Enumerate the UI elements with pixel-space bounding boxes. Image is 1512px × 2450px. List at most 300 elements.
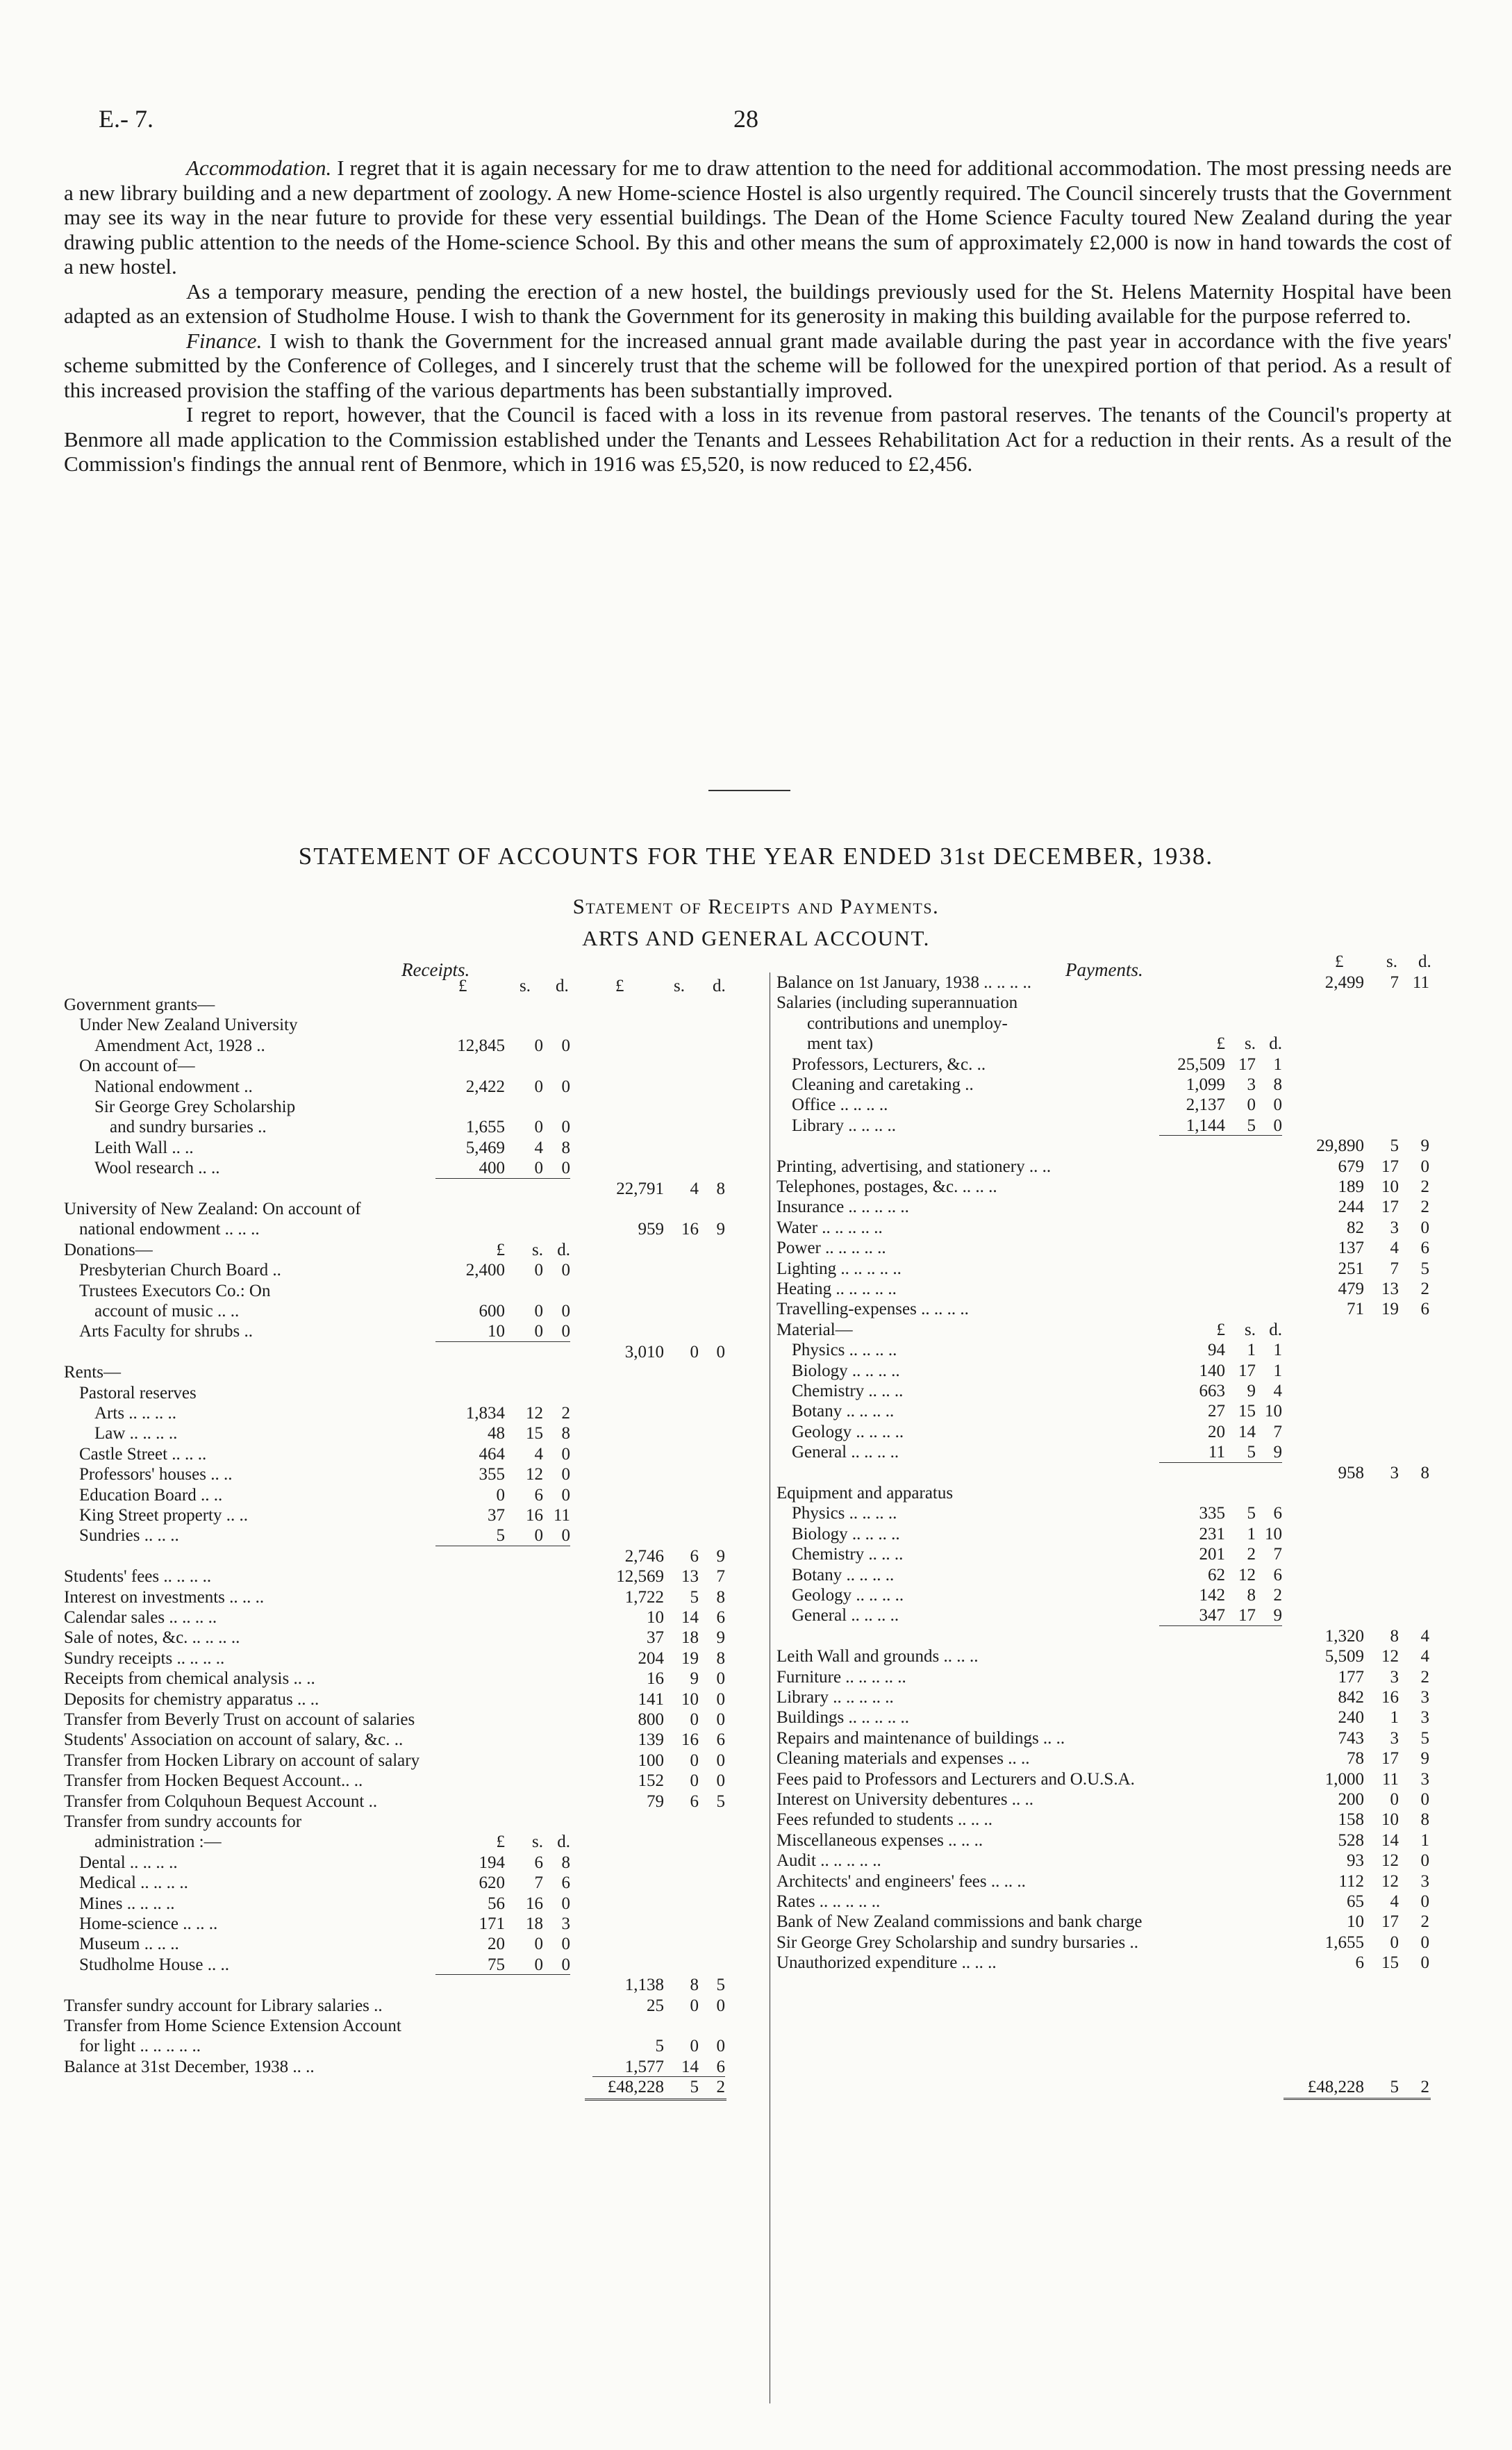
payment-inner-shillings: 9 (1247, 1382, 1256, 1400)
receipt-inner-pence: 0 (561, 1302, 570, 1321)
payment-amount-pence: 0 (1420, 1932, 1429, 1952)
payment-row (776, 1830, 1443, 1851)
payment-amount-pounds: 137 (1338, 1239, 1364, 1258)
receipt-amount-pence: 6 (716, 1608, 725, 1627)
receipt-amount-pence: 9 (716, 1220, 725, 1239)
receipt-inner-pounds: 48 (488, 1424, 505, 1443)
receipt-amount-pounds: 5 (655, 2037, 664, 2056)
receipt-amount-shillings: 0 (690, 1750, 699, 1770)
receipt-inner-shillings: 7 (534, 1873, 543, 1893)
receipt-inner-pounds: 20 (488, 1935, 505, 1954)
receipt-amount-pence: 9 (716, 1546, 725, 1566)
payment-label: Botany .. .. .. .. (792, 1402, 895, 1421)
receipt-inner-pence: 0 (561, 1955, 570, 1974)
payment-label: Architects' and engineers' fees .. .. .. (776, 1871, 1026, 1891)
payment-amount-pence: 0 (1420, 1790, 1429, 1809)
payment-amount-shillings: 3 (1390, 1463, 1399, 1482)
payment-label: Furniture .. .. .. .. .. (776, 1667, 906, 1687)
receipt-inner-shillings: 0 (534, 1261, 543, 1280)
receipt-label: Sale of notes, &c. .. .. .. .. (64, 1628, 240, 1648)
payment-amount-pounds: 71 (1347, 1300, 1364, 1319)
receipt-amount-pence: 5 (716, 1976, 725, 1995)
payment-amount-pounds: 93 (1347, 1851, 1364, 1871)
payment-amount-pounds: 240 (1338, 1708, 1364, 1728)
accommodation-lead: Accommodation. (186, 156, 332, 180)
receipt-row (64, 1669, 758, 1689)
payment-row (776, 1728, 1443, 1749)
payment-row (776, 1789, 1443, 1810)
payment-label: Miscellaneous expenses .. .. .. (776, 1830, 983, 1850)
receipt-amount-pounds: 16 (647, 1669, 664, 1689)
payment-label: Audit .. .. .. .. .. (776, 1851, 881, 1871)
receipt-label: Leith Wall .. .. (94, 1138, 194, 1157)
payment-amount-pounds: 78 (1347, 1749, 1364, 1769)
payment-row (776, 1687, 1443, 1708)
payment-row (776, 1565, 1443, 1586)
receipt-row (64, 1607, 758, 1628)
receipt-inner-pounds: 56 (488, 1894, 505, 1913)
payment-label: Telephones, postages, &c. .. .. .. (776, 1177, 997, 1196)
receipt-label: Castle Street .. .. .. (79, 1444, 207, 1464)
payment-inner-shillings: 17 (1238, 1606, 1256, 1625)
receipt-inner-pounds: 2,400 (465, 1261, 505, 1280)
payment-amount-pence: 9 (1420, 1749, 1429, 1769)
payment-amount-shillings: 12 (1381, 1871, 1399, 1891)
paragraph-pastoral: I regret to report, however, that the Council is faced with a loss in its revenue from pastoral reserves. The tenants of the Council's property at Benmore all made application to the Commission established under the Tenants and Lessees Rehabilitation Act for a reduction in their rents. As a result of the Commission's findings the annual rent of Benmore, which in 1916 was £5,520, is now reduced to £2,456. (64, 402, 1452, 476)
receipt-inner-pounds: £ (496, 1832, 505, 1852)
payment-inner-shillings: 14 (1238, 1422, 1256, 1441)
payment-amount-pence: 3 (1420, 1688, 1429, 1707)
payment-label: Geology .. .. .. .. (792, 1422, 904, 1441)
receipt-inner-pence: 6 (561, 1873, 570, 1893)
payment-inner-pence: 0 (1273, 1116, 1282, 1135)
receipt-amount-shillings: 14 (681, 1608, 699, 1627)
receipt-row (64, 1158, 758, 1179)
receipt-amount-pence: 0 (716, 1996, 725, 2015)
receipt-label: Transfer from Colquhoun Bequest Account .. (64, 1791, 378, 1811)
receipt-label: Deposits for chemistry apparatus .. .. (64, 1689, 319, 1709)
payment-row (776, 1381, 1443, 1402)
payment-inner-pounds: 201 (1199, 1545, 1225, 1564)
receipt-amount-pounds: 2,746 (624, 1546, 664, 1566)
payment-row (776, 1299, 1443, 1320)
payment-row (776, 1707, 1443, 1728)
payment-label: Interest on University debentures .. .. (776, 1790, 1034, 1809)
receipt-amount-shillings: 8 (690, 1976, 699, 1995)
receipt-label: Professors' houses .. .. (79, 1465, 233, 1484)
payment-inner-shillings: 1 (1247, 1524, 1256, 1543)
receipt-amount-shillings: 0 (690, 2037, 699, 2056)
payment-label: General .. .. .. .. (792, 1606, 899, 1625)
payment-inner-shillings: s. (1245, 1034, 1256, 1054)
payment-amount-pounds: 65 (1347, 1892, 1364, 1911)
receipt-inner-pounds: 600 (479, 1302, 505, 1321)
payments-total-pounds: £48,228 (1307, 2078, 1364, 2097)
receipt-amount-pence: 0 (716, 2037, 725, 2056)
payment-label: Leith Wall and grounds .. .. .. (776, 1647, 979, 1666)
payment-inner-pence: d. (1269, 1320, 1282, 1339)
receipt-label: Wool research .. .. (94, 1159, 220, 1178)
receipts-outer-pence-header: d. (713, 977, 726, 995)
payment-amount-pence: 2 (1420, 1667, 1429, 1687)
receipt-inner-pence: 0 (561, 1935, 570, 1954)
receipt-label: Calendar sales .. .. .. .. (64, 1608, 217, 1627)
receipt-row (64, 1138, 758, 1159)
payment-label: Physics .. .. .. .. (792, 1504, 897, 1523)
payment-inner-shillings: 17 (1238, 1054, 1256, 1074)
payment-inner-shillings: 5 (1247, 1504, 1256, 1523)
receipt-row (64, 1525, 758, 1546)
receipt-amount-pounds: 100 (638, 1750, 664, 1770)
receipt-row (64, 1566, 758, 1587)
receipt-amount-pence: 0 (716, 1771, 725, 1791)
receipt-row (64, 1077, 758, 1098)
payment-row (776, 1442, 1443, 1463)
receipt-row (64, 1015, 758, 1036)
payment-row (776, 1279, 1443, 1300)
receipt-inner-pounds: 171 (479, 1914, 505, 1933)
payment-inner-shillings: 17 (1238, 1361, 1256, 1380)
payment-row (776, 1667, 1443, 1688)
receipt-inner-shillings: 0 (534, 1077, 543, 1096)
receipt-label: Donations— (64, 1240, 153, 1259)
receipt-amount-shillings: 0 (690, 1342, 699, 1361)
payment-inner-pounds: 1,144 (1186, 1116, 1225, 1135)
payments-total-rule (1283, 2098, 1431, 2100)
receipt-row (64, 1628, 758, 1648)
payment-inner-pounds: 20 (1208, 1422, 1225, 1441)
receipt-inner-pence: d. (557, 1240, 570, 1259)
receipt-row (64, 2016, 758, 2037)
receipt-amount-pence: 8 (716, 1179, 725, 1198)
receipt-inner-shillings: 18 (526, 1914, 543, 1933)
receipt-label: Law .. .. .. .. (94, 1424, 178, 1443)
payment-label: Library .. .. .. .. (792, 1116, 896, 1135)
receipt-amount-pence: 6 (716, 2057, 725, 2076)
receipt-amount-pounds: 1,722 (624, 1587, 664, 1607)
payment-row (776, 1626, 1443, 1647)
receipt-amount-pence: 0 (716, 1750, 725, 1770)
payment-inner-pence: 1 (1273, 1361, 1282, 1380)
receipt-row (64, 1260, 758, 1281)
receipt-inner-pounds: 2,422 (465, 1077, 505, 1096)
receipt-amount-pounds: 12,569 (616, 1567, 664, 1587)
receipt-row (64, 2036, 758, 2057)
receipt-row (64, 1955, 758, 1976)
receipt-amount-pence: 8 (716, 1587, 725, 1607)
payment-amount-pence: 0 (1420, 1851, 1429, 1871)
payment-label: Cleaning materials and expenses .. .. (776, 1749, 1030, 1769)
payment-inner-shillings: 1 (1247, 1341, 1256, 1360)
receipt-amount-pounds: 139 (638, 1730, 664, 1750)
payment-amount-pounds: 200 (1338, 1790, 1364, 1809)
paragraph-finance (64, 329, 1452, 403)
payment-amount-pounds: 958 (1338, 1463, 1364, 1482)
receipt-row (64, 2077, 758, 2098)
receipt-inner-shillings: 12 (526, 1404, 543, 1423)
payment-inner-shillings: 8 (1247, 1586, 1256, 1605)
payment-amount-shillings: 8 (1390, 1626, 1399, 1646)
receipt-row (64, 1853, 758, 1873)
receipt-inner-shillings: 0 (534, 1935, 543, 1954)
payment-inner-pounds: 1,099 (1186, 1075, 1225, 1094)
receipt-amount-pence: 0 (716, 1669, 725, 1689)
payment-row (776, 1871, 1443, 1892)
receipt-label: Transfer sundry account for Library salaries .. (64, 1996, 383, 2015)
document-reference: E.- 7. (99, 105, 153, 133)
payment-amount-shillings: 12 (1381, 1647, 1399, 1666)
payment-amount-shillings: 19 (1381, 1300, 1399, 1319)
payment-row (776, 1953, 1443, 1973)
payment-amount-shillings: 7 (1390, 1259, 1399, 1278)
payment-inner-pence: 9 (1273, 1443, 1282, 1462)
payment-amount-shillings: 4 (1390, 1239, 1399, 1258)
receipt-label: King Street property .. .. (79, 1506, 249, 1525)
finance-lead: Finance. (186, 328, 263, 353)
receipt-amount-shillings: 16 (681, 1730, 699, 1750)
receipt-amount-shillings: 5 (690, 1587, 699, 1607)
payment-amount-shillings: 4 (1390, 1892, 1399, 1911)
payment-amount-pence: 6 (1420, 1239, 1429, 1258)
payment-inner-pounds: 663 (1199, 1382, 1225, 1400)
payments-pence-header: d. (1418, 952, 1431, 971)
receipt-amount-shillings: 14 (681, 2057, 699, 2076)
receipt-label: Transfer from Hocken Bequest Account.. .. (64, 1771, 363, 1791)
payment-amount-shillings: 3 (1390, 1218, 1399, 1237)
payment-row (776, 1320, 1443, 1341)
receipt-inner-shillings: 0 (534, 1322, 543, 1341)
receipt-inner-pence: 2 (561, 1404, 570, 1423)
receipt-inner-pence: 0 (561, 1322, 570, 1341)
payment-inner-pence: 7 (1273, 1422, 1282, 1441)
receipt-amount-pounds: 1,577 (624, 2057, 664, 2076)
receipt-inner-shillings: s. (532, 1240, 543, 1259)
receipt-row (64, 1179, 758, 1200)
receipt-inner-pounds: 464 (479, 1444, 505, 1464)
payment-amount-pounds: 251 (1338, 1259, 1364, 1278)
receipt-row (64, 1812, 758, 1832)
payment-amount-pence: 8 (1420, 1463, 1429, 1482)
payment-row (776, 972, 1443, 993)
receipt-inner-shillings: 0 (534, 1526, 543, 1546)
payment-amount-pence: 1 (1420, 1830, 1429, 1850)
payment-amount-shillings: 15 (1381, 1953, 1399, 1973)
payment-label: Chemistry .. .. .. (792, 1545, 904, 1564)
receipt-inner-pounds: 5,469 (465, 1138, 505, 1157)
payment-amount-shillings: 17 (1381, 1198, 1399, 1217)
payment-inner-pence: 1 (1273, 1054, 1282, 1074)
payment-row (776, 1605, 1443, 1626)
receipt-row (64, 1730, 758, 1750)
receipt-amount-pence: 0 (716, 1689, 725, 1709)
payment-amount-pounds: 679 (1338, 1157, 1364, 1176)
receipt-inner-pounds: 37 (488, 1506, 505, 1525)
payment-row (776, 1463, 1443, 1484)
payment-amount-pence: 6 (1420, 1300, 1429, 1319)
payment-row (776, 1034, 1443, 1054)
receipt-inner-shillings: s. (532, 1832, 543, 1852)
payment-amount-pence: 0 (1420, 1953, 1429, 1973)
payment-inner-pence: 7 (1273, 1545, 1282, 1564)
payment-label: Repairs and maintenance of buildings .. .. (776, 1728, 1065, 1748)
payment-row (776, 1585, 1443, 1606)
payment-amount-pence: 11 (1412, 973, 1429, 992)
payment-amount-pounds: 29,890 (1316, 1136, 1364, 1156)
statement-title: STATEMENT OF ACCOUNTS FOR THE YEAR ENDED 31st DECEMBER, 1938. (298, 843, 1214, 870)
receipt-inner-pence: 8 (561, 1138, 570, 1157)
receipt-label: Receipts from chemical analysis .. .. (64, 1669, 315, 1689)
payment-amount-pounds: 244 (1338, 1198, 1364, 1217)
payment-inner-shillings: 5 (1247, 1116, 1256, 1135)
payment-inner-pence: 6 (1273, 1565, 1282, 1584)
payment-label: Heating .. .. .. .. .. (776, 1280, 897, 1298)
payment-amount-shillings: 0 (1390, 1790, 1399, 1809)
payment-row (776, 1136, 1443, 1157)
receipt-row (64, 1321, 758, 1342)
receipt-label: Education Board .. .. (79, 1485, 223, 1505)
statement-subtitle: Statement of Receipts and Payments. (572, 894, 940, 918)
receipt-label: Sundry receipts .. .. .. .. (64, 1648, 225, 1668)
receipt-label: Interest on investments .. .. .. (64, 1587, 265, 1607)
receipt-row (64, 2057, 758, 2078)
receipt-label: Rents— (64, 1363, 121, 1382)
receipt-row (64, 1219, 758, 1240)
payment-label: Salaries (including superannuation (776, 993, 1018, 1013)
receipt-inner-pence: 0 (561, 1444, 570, 1464)
receipt-label: Mines .. .. .. .. (79, 1894, 175, 1913)
receipt-inner-shillings: 0 (534, 1036, 543, 1055)
receipt-inner-pence: 0 (561, 1077, 570, 1096)
receipt-inner-pence: 0 (561, 1036, 570, 1055)
receipts-inner-pence-header: d. (556, 977, 569, 995)
payment-amount-pence: 2 (1420, 1198, 1429, 1217)
receipt-inner-pounds: 0 (496, 1485, 505, 1505)
receipt-row (64, 1832, 758, 1853)
payment-row (776, 993, 1443, 1013)
receipt-amount-shillings: 9 (690, 1669, 699, 1689)
receipt-inner-shillings: 4 (534, 1138, 543, 1157)
payments-heading: Payments. (1065, 959, 1143, 980)
receipt-row (64, 1199, 758, 1220)
payment-amount-shillings: 10 (1381, 1177, 1399, 1196)
payment-amount-pounds: 479 (1338, 1280, 1364, 1298)
payment-label: Physics .. .. .. .. (792, 1341, 897, 1360)
receipt-label: Transfer from Beverly Trust on account of salaries (64, 1710, 415, 1729)
payment-inner-pounds: 27 (1208, 1402, 1225, 1421)
receipt-inner-pounds: £ (496, 1240, 505, 1259)
payment-amount-pounds: 2,499 (1324, 973, 1364, 992)
receipt-amount-pounds: 79 (647, 1791, 664, 1811)
receipt-inner-shillings: 16 (526, 1894, 543, 1913)
receipt-row (64, 1362, 758, 1383)
receipt-amount-shillings: 13 (681, 1567, 699, 1587)
receipt-amount-shillings: 19 (681, 1648, 699, 1668)
payment-row (776, 1054, 1443, 1075)
payment-label: Bank of New Zealand commissions and bank charge (776, 1912, 1143, 1932)
receipt-inner-pounds: 620 (479, 1873, 505, 1893)
receipt-row (64, 1587, 758, 1608)
payment-amount-pence: 0 (1420, 1218, 1429, 1237)
payment-amount-pence: 3 (1420, 1708, 1429, 1728)
payment-inner-shillings: 2 (1247, 1545, 1256, 1564)
payment-label: Biology .. .. .. .. (792, 1524, 900, 1543)
payment-inner-pence: 0 (1273, 1095, 1282, 1115)
receipt-row (64, 995, 758, 1016)
payment-row (776, 1503, 1443, 1524)
payment-row (776, 1912, 1443, 1932)
payment-row (776, 1361, 1443, 1382)
payment-inner-shillings: 3 (1247, 1075, 1256, 1094)
receipt-row (64, 1485, 758, 1506)
receipt-inner-pounds: 400 (479, 1159, 505, 1178)
receipt-inner-shillings: 0 (534, 1159, 543, 1178)
payment-inner-pounds: 62 (1208, 1565, 1225, 1584)
receipt-amount-shillings: 10 (681, 1689, 699, 1709)
receipt-row (64, 1036, 758, 1057)
receipt-label: Amendment Act, 1928 .. (94, 1036, 265, 1055)
receipt-label: On account of— (79, 1057, 195, 1076)
payment-amount-shillings: 11 (1381, 1769, 1399, 1789)
payment-inner-pence: 4 (1273, 1382, 1282, 1400)
receipt-inner-pence: d. (557, 1832, 570, 1852)
payment-inner-pence: 1 (1273, 1341, 1282, 1360)
payment-amount-pence: 0 (1420, 1157, 1429, 1176)
receipt-label: Arts Faculty for shrubs .. (79, 1322, 253, 1341)
payment-inner-pounds: 335 (1199, 1504, 1225, 1523)
finance-text: I wish to thank the Government for the increased annual grant made available during the past year in accordance with the five years' scheme submitted by the Conference of Colleges, and I sincerely trust that the scheme will be followed for the unexpired portion of that period. As a result of this increased provision the staffing of the various departments has been substantially improved. (64, 328, 1452, 402)
receipt-amount-pounds: 204 (638, 1648, 664, 1668)
payment-inner-pence: 10 (1265, 1402, 1282, 1421)
payment-row (776, 1851, 1443, 1871)
receipt-inner-pounds: 355 (479, 1465, 505, 1484)
receipt-amount-pounds: 37 (647, 1628, 664, 1648)
payment-amount-pounds: 10 (1347, 1912, 1364, 1932)
receipt-row (64, 1771, 758, 1791)
intro-text (64, 156, 1452, 477)
receipt-amount-pence: 9 (716, 1628, 725, 1648)
payment-amount-shillings: 10 (1381, 1810, 1399, 1830)
payment-inner-pence: 6 (1273, 1504, 1282, 1523)
receipt-row (64, 1546, 758, 1567)
receipt-inner-shillings: 4 (534, 1444, 543, 1464)
receipt-row (64, 1240, 758, 1261)
receipt-label: administration :— (94, 1832, 222, 1852)
receipt-label: Trustees Executors Co.: On (79, 1281, 271, 1300)
payment-inner-pence: 10 (1265, 1524, 1282, 1543)
separator-rule (708, 790, 790, 791)
payment-inner-pence: 2 (1273, 1586, 1282, 1605)
receipt-label: Sundries .. .. .. (79, 1526, 179, 1546)
receipt-row (64, 1444, 758, 1465)
payment-row (776, 1157, 1443, 1177)
payment-label: Biology .. .. .. .. (792, 1361, 900, 1380)
payment-label: Material— (776, 1320, 853, 1339)
receipt-inner-pounds: 75 (488, 1955, 505, 1974)
payment-amount-pounds: 528 (1338, 1830, 1364, 1850)
payment-label: Sir George Grey Scholarship and sundry bursaries .. (776, 1932, 1138, 1952)
payment-inner-pounds: 231 (1199, 1524, 1225, 1543)
payment-row (776, 1769, 1443, 1790)
payment-label: Water .. .. .. .. .. (776, 1218, 883, 1237)
payment-amount-pounds: 842 (1338, 1688, 1364, 1707)
receipt-inner-pounds: 1,655 (465, 1118, 505, 1137)
payment-amount-shillings: 12 (1381, 1851, 1399, 1871)
receipt-label: Students' fees .. .. .. .. (64, 1567, 212, 1587)
payment-label: Unauthorized expenditure .. .. .. (776, 1953, 997, 1973)
payment-amount-shillings: 17 (1381, 1749, 1399, 1769)
payment-amount-pence: 2 (1420, 1912, 1429, 1932)
receipt-label: Students' Association on account of salary, &c. .. (64, 1730, 404, 1750)
